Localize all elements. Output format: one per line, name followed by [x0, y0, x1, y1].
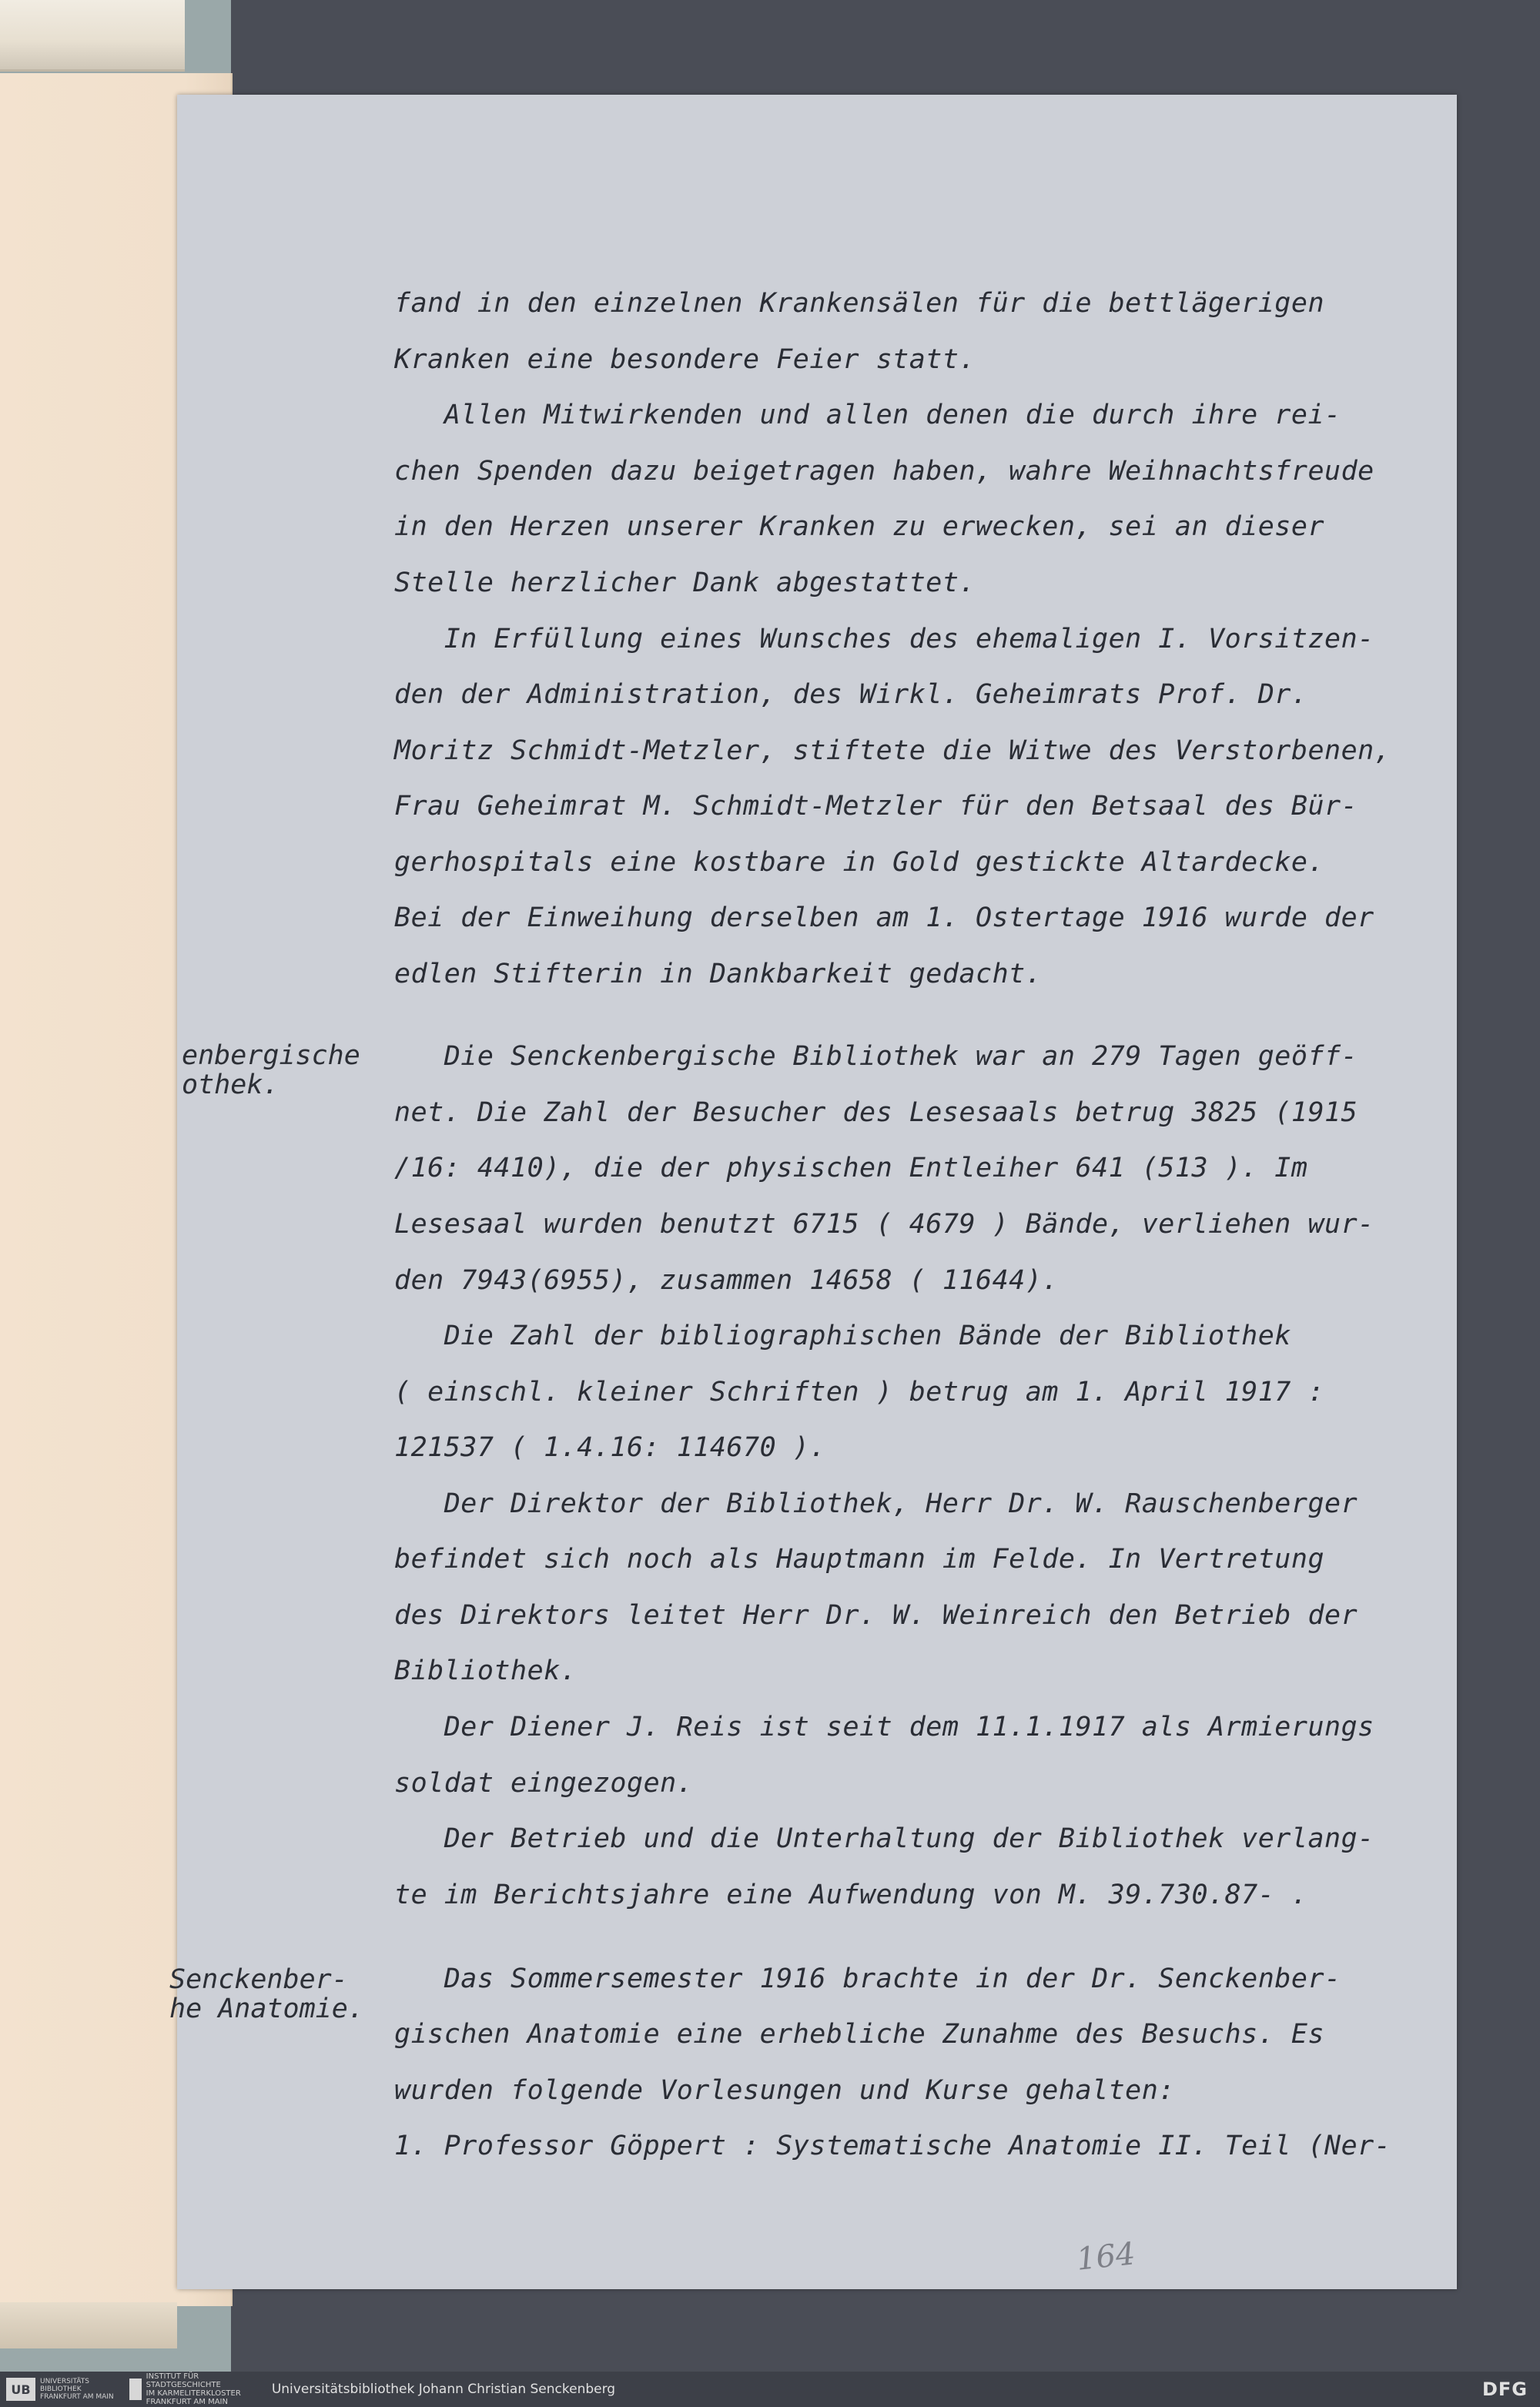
institute-logo[interactable] [129, 2372, 241, 2406]
institute-logo-icon [129, 2379, 142, 2400]
text-line: gerhospitals eine kostbare in Gold gestickte Altardecke. [394, 847, 1325, 878]
text-line: Frau Geheimrat M. Schmidt-Metzler für den Betsaal des Bür- [394, 791, 1358, 822]
margin-note-anatomie: Senckenber- he Anatomie. [169, 1964, 364, 2024]
text-line: /16: 4410), die der physischen Entleiher 641 (513 ). Im [394, 1153, 1308, 1183]
text-line: Bei der Einweihung derselben am 1. Ostertage 1916 wurde der [394, 902, 1374, 933]
text-line: In Erfüllung eines Wunsches des ehemaligen I. Vorsitzen- [394, 624, 1374, 654]
text-line: Allen Mitwirkenden und allen denen die durch ihre rei- [394, 400, 1341, 430]
text-line: Bibliothek. [394, 1655, 578, 1686]
text-line: Stelle herzlicher Dank abgestattet. [394, 567, 976, 598]
ub-logo-mark: UB [6, 2378, 35, 2401]
text-line: fand in den einzelnen Krankensälen für die bettlägerigen [394, 288, 1325, 319]
text-line: Der Betrieb und die Unterhaltung der Bibliothek verlang- [394, 1823, 1374, 1854]
institute-logo-text: INSTITUT FÜR STADTGESCHICHTE IM KARMELITERKLOSTER FRANKFURT AM MAIN [146, 2372, 241, 2406]
text-line: Der Direktor der Bibliothek, Herr Dr. W. Rauschenberger [394, 1488, 1358, 1519]
text-line: ( einschl. kleiner Schriften ) betrug am 1. April 1917 : [394, 1377, 1325, 1408]
text-line: den 7943(6955), zusammen 14658 ( 11644). [394, 1265, 1059, 1296]
ub-logo-text: UNIVERSITÄTS BIBLIOTHEK FRANKFURT AM MAIN [40, 2378, 114, 2401]
text-line: Der Diener J. Reis ist seit dem 11.1.1917 als Armierungs [394, 1712, 1374, 1742]
footer-bar [0, 2372, 1540, 2407]
text-line: net. Die Zahl der Besucher des Lesesaals betrug 3825 (1915 [394, 1097, 1358, 1128]
footer-title: Universitätsbibliothek Johann Christian Senckenberg [271, 2382, 616, 2397]
text-line: des Direktors leitet Herr Dr. W. Weinreich den Betrieb der [394, 1600, 1358, 1631]
text-line: Das Sommersemester 1916 brachte in der Dr. Senckenber- [394, 1963, 1341, 1994]
text-line: wurden folgende Vorlesungen und Kurse gehalten: [394, 2075, 1175, 2106]
text-line: Moritz Schmidt-Metzler, stiftete die Witwe des Verstorbenen, [394, 735, 1391, 766]
text-line: Die Zahl der bibliographischen Bände der Bibliothek [394, 1321, 1291, 1351]
text-line: edlen Stifterin in Dankbarkeit gedacht. [394, 959, 1043, 989]
text-line: 1. Professor Göppert : Systematische Anatomie II. Teil (Ner- [394, 2131, 1391, 2161]
text-line: te im Berichtsjahre eine Aufwendung von M. 39.730.87- . [394, 1880, 1308, 1910]
text-line: Kranken eine besondere Feier statt. [394, 344, 976, 375]
text-line: Die Senckenbergische Bibliothek war an 279 Tagen geöff- [394, 1041, 1358, 1072]
dfg-logo[interactable]: DFG [1481, 2379, 1528, 2400]
text-line: chen Spenden dazu beigetragen haben, wahre Weihnachtsfreude [394, 456, 1374, 487]
text-line: gischen Anatomie eine erhebliche Zunahme des Besuchs. Es [394, 2019, 1325, 2050]
text-line: den der Administration, des Wirkl. Geheimrats Prof. Dr. [394, 679, 1308, 710]
margin-note-bibliothek: enbergische othek. [182, 1040, 360, 1100]
text-line: soldat eingezogen. [394, 1768, 694, 1799]
text-line: 121537 ( 1.4.16: 114670 ). [394, 1432, 826, 1463]
page-stack-bottom [0, 2302, 177, 2348]
ub-logo[interactable] [6, 2378, 114, 2401]
text-line: befindet sich noch als Hauptmann im Felde. In Vertretung [394, 1544, 1325, 1575]
text-line: in den Herzen unserer Kranken zu erwecken, sei an dieser [394, 511, 1325, 542]
text-line: Lesesaal wurden benutzt 6715 ( 4679 ) Bände, verliehen wur- [394, 1209, 1374, 1240]
page-stack [0, 0, 185, 72]
page-number: 164 [1074, 2236, 1137, 2278]
